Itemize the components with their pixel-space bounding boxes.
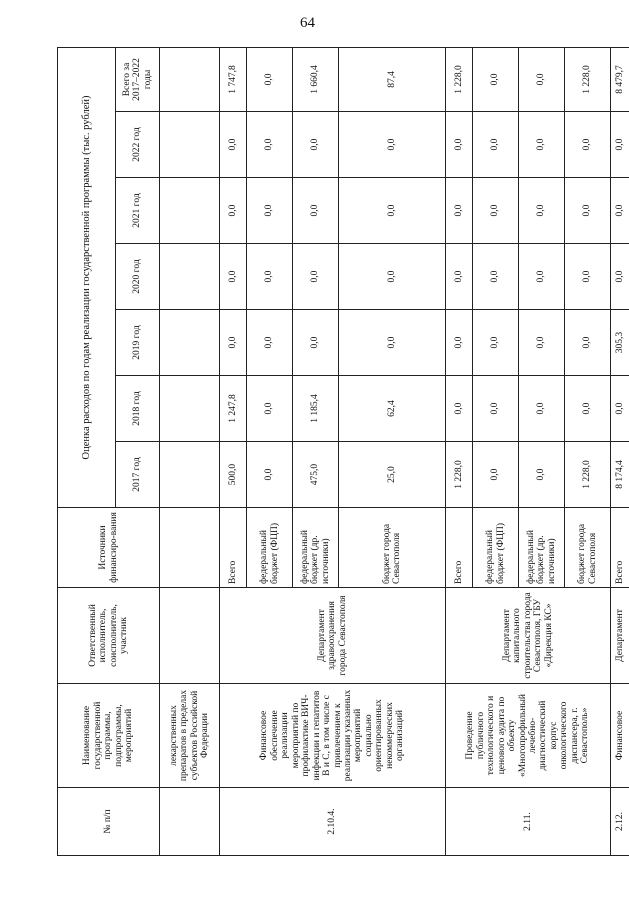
carryover-cell	[160, 244, 220, 310]
value-cell: 1 228,0	[446, 442, 473, 508]
source-cell: федеральный бюджет (др. источники)	[293, 508, 339, 588]
source-cell: федеральный бюджет (ФЦП)	[247, 508, 293, 588]
value-cell: 0,0	[473, 178, 519, 244]
source-cell: Всего	[220, 508, 247, 588]
total-cell: 1 228,0	[446, 47, 473, 111]
value-cell: 0,0	[220, 244, 247, 310]
value-cell: 8 174,4	[611, 442, 629, 508]
item-executor: Департамент здравоохранения города Севастополя	[220, 588, 446, 684]
total-cell: 0,0	[473, 47, 519, 111]
value-cell: 0,0	[611, 244, 629, 310]
value-cell: 0,0	[446, 310, 473, 376]
value-cell: 62,4	[339, 376, 446, 442]
header-year: 2020 год	[116, 244, 160, 310]
total-cell: 0,0	[519, 47, 565, 111]
value-cell: 0,0	[339, 244, 446, 310]
total-cell: 1 747,8	[220, 47, 247, 111]
value-cell: 0,0	[473, 376, 519, 442]
value-cell: 0,0	[473, 112, 519, 178]
source-cell: федеральный бюджет (ФЦП)	[473, 508, 519, 588]
rotated-table-wrapper	[57, 48, 626, 856]
carryover-cell	[160, 376, 220, 442]
carryover-cell	[160, 47, 220, 111]
total-cell: 1 660,4	[293, 47, 339, 111]
value-cell: 0,0	[446, 376, 473, 442]
header-year: 2019 год	[116, 310, 160, 376]
carryover-name: лекарственных препаратов в пределах субъектов Российской Федерации	[160, 684, 220, 788]
value-cell: 0,0	[293, 310, 339, 376]
carryover-cell	[160, 112, 220, 178]
value-cell: 500,0	[220, 442, 247, 508]
value-cell: 0,0	[293, 112, 339, 178]
value-cell: 0,0	[247, 310, 293, 376]
source-cell: Всего	[611, 508, 629, 588]
value-cell: 0,0	[247, 442, 293, 508]
header-num: № п/п	[58, 788, 160, 856]
value-cell: 0,0	[519, 112, 565, 178]
value-cell: 0,0	[446, 112, 473, 178]
value-cell: 0,0	[519, 244, 565, 310]
value-cell: 0,0	[565, 310, 611, 376]
value-cell: 0,0	[565, 178, 611, 244]
total-cell: 0,0	[247, 47, 293, 111]
value-cell: 0,0	[247, 178, 293, 244]
page-number: 64	[300, 15, 315, 31]
carryover-cell	[160, 508, 220, 588]
total-cell: 8 479,7	[611, 47, 629, 111]
source-cell: Всего	[446, 508, 473, 588]
header-total: Всего за 2017–2022 годы	[116, 47, 160, 111]
value-cell: 0,0	[565, 376, 611, 442]
value-cell: 0,0	[446, 244, 473, 310]
value-cell: 0,0	[519, 442, 565, 508]
item-num: 2.11.	[446, 788, 611, 856]
value-cell: 0,0	[473, 310, 519, 376]
item-name: Финансовое обеспечение реализации мероприятий по профилактике ВИЧ-инфекции и гепатитов В и С, в том числе с привлечением к реализации указанных мероприятий социально ориентированных некоммерческих организаций	[220, 684, 446, 788]
header-year: 2018 год	[116, 376, 160, 442]
value-cell: 0,0	[611, 178, 629, 244]
header-name: Наименование государственной программы, подпрограммы, мероприятий	[58, 684, 160, 788]
value-cell: 0,0	[293, 178, 339, 244]
value-cell: 0,0	[339, 178, 446, 244]
value-cell: 0,0	[446, 178, 473, 244]
source-cell: бюджет города Севастополя	[339, 508, 446, 588]
item-num: 2.12.	[611, 788, 629, 856]
header-year: 2017 год	[116, 442, 160, 508]
total-cell: 1 228,0	[565, 47, 611, 111]
carryover-cell	[160, 442, 220, 508]
expenses-table	[57, 47, 629, 856]
value-cell: 0,0	[293, 244, 339, 310]
value-cell: 0,0	[473, 244, 519, 310]
carryover-cell	[160, 588, 220, 684]
item-executor: Департамент	[611, 588, 629, 684]
value-cell: 0,0	[247, 244, 293, 310]
value-cell: 0,0	[519, 310, 565, 376]
carryover-cell	[160, 310, 220, 376]
item-num: 2.10.4.	[220, 788, 446, 856]
header-year: 2021 год	[116, 178, 160, 244]
value-cell: 1 228,0	[565, 442, 611, 508]
value-cell: 1 185,4	[293, 376, 339, 442]
value-cell: 0,0	[220, 112, 247, 178]
item-name: Финансовое	[611, 684, 629, 788]
value-cell: 0,0	[473, 442, 519, 508]
carryover-cell	[160, 178, 220, 244]
value-cell: 25,0	[339, 442, 446, 508]
total-cell: 87,4	[339, 47, 446, 111]
header-sources: Источники финансиро-вания	[58, 508, 160, 588]
value-cell: 0,0	[519, 376, 565, 442]
item-executor: Департамент капитального строительства города Севастополя, ГБУ «Дирекция КС»	[446, 588, 611, 684]
value-cell: 0,0	[220, 178, 247, 244]
value-cell: 475,0	[293, 442, 339, 508]
value-cell: 0,0	[339, 310, 446, 376]
value-cell: 305,3	[611, 310, 629, 376]
source-cell: федеральный бюджет (др. источники)	[519, 508, 565, 588]
item-name: Проведение публичного технологического и ценового аудита по объекту «Многопрофильный лечебно-диагностический корпус онкологического диспансера, г. Севастополь»	[446, 684, 611, 788]
source-cell: бюджет города Севастополя	[565, 508, 611, 588]
value-cell: 1 247,8	[220, 376, 247, 442]
value-cell: 0,0	[247, 112, 293, 178]
value-cell: 0,0	[247, 376, 293, 442]
carryover-num	[160, 788, 220, 856]
header-executor: Ответственный исполнитель, соисполнитель, участник	[58, 588, 160, 684]
header-estimate: Оценка расходов по годам реализации государственной программы (тыс. рублей)	[58, 47, 116, 507]
value-cell: 0,0	[565, 244, 611, 310]
value-cell: 0,0	[519, 178, 565, 244]
value-cell: 0,0	[339, 112, 446, 178]
value-cell: 0,0	[611, 112, 629, 178]
value-cell: 0,0	[565, 112, 611, 178]
header-year: 2022 год	[116, 112, 160, 178]
value-cell: 0,0	[611, 376, 629, 442]
value-cell: 0,0	[220, 310, 247, 376]
